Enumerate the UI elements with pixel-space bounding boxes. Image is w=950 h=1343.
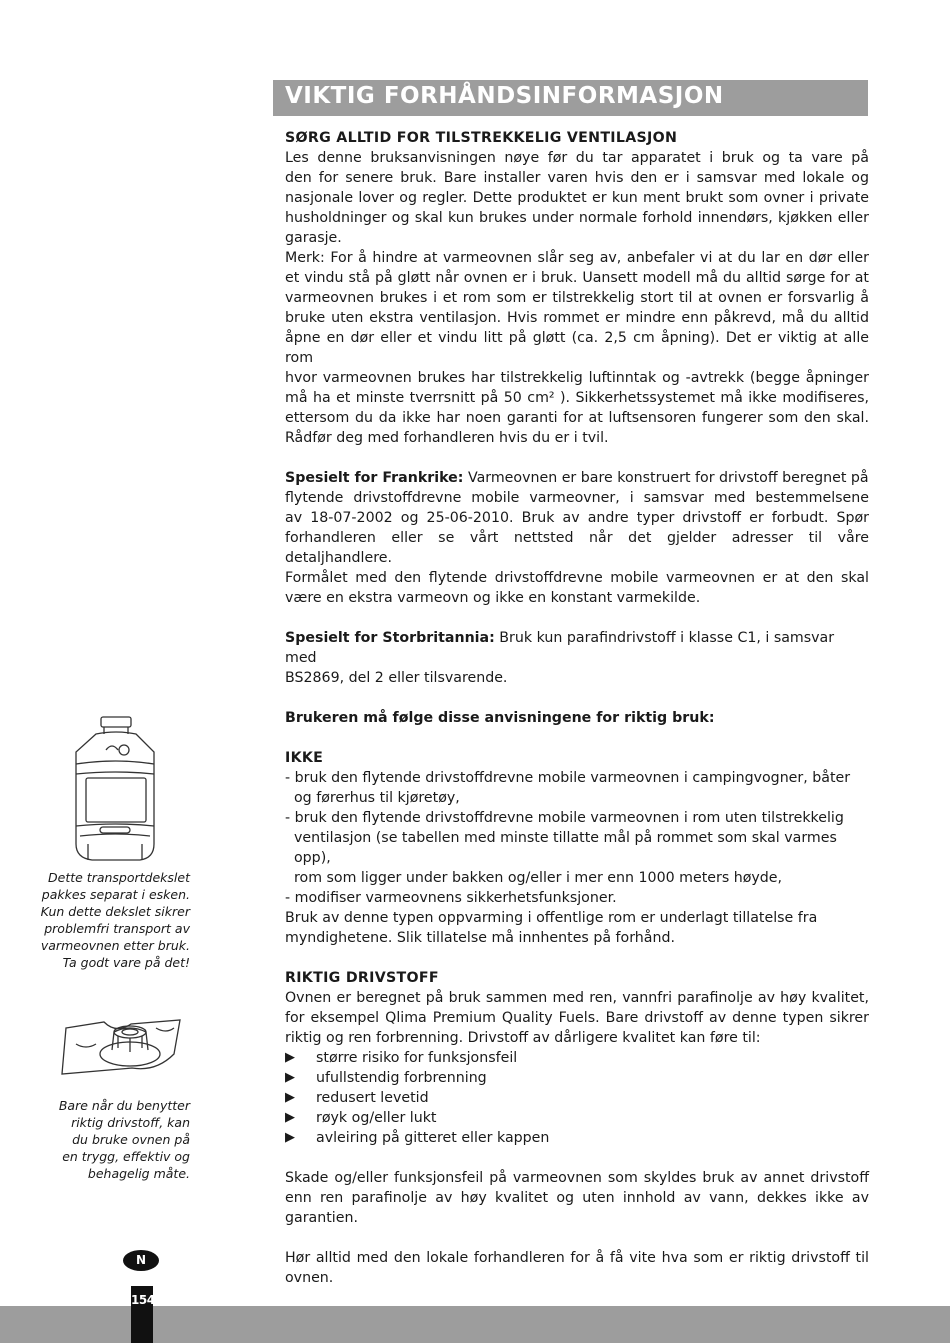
france-line: være en ekstra varmeovn og ikke en konstant varmekilde. xyxy=(285,590,701,606)
uk-label: Spesielt for Storbritannia: xyxy=(285,630,495,646)
ikke-line: - bruk den flytende drivstoffdrevne mobile varmeovnen i rom uten tilstrekkelig xyxy=(285,810,844,826)
note-line: Merk: For å hindre at varmeovnen slår seg av, anbefaler vi at du lar en dør eller xyxy=(285,250,869,266)
ikke-line: og førerhus til kjøretøy, xyxy=(294,790,460,806)
fuel-line: Ovnen er beregnet på bruk sammen med ren, vannfri parafinolje av høy kvalitet, xyxy=(285,990,869,1006)
ventilation-line: den for senere bruk. Bare installer varen hvis den er i samsvar med lokale og xyxy=(285,170,869,186)
ikke-line: rom som ligger under bakken og/eller i mer enn 1000 meters høyde, xyxy=(294,870,783,886)
ventilation-line: Les denne bruksanvisningen nøye før du tar apparatet i bruk og ta vare på xyxy=(285,150,869,166)
caption-correct-fuel: Bare når du benytter riktig drivstoff, kan du bruke ovnen på en trygg, effektiv og behagelig måte. xyxy=(58,1098,190,1181)
triangle-bullet-icon: ▶ xyxy=(285,1090,295,1105)
triangle-bullet-icon: ▶ xyxy=(285,1130,295,1145)
ikke-line: - bruk den flytende drivstoffdrevne mobile varmeovnen i campingvogner, båter xyxy=(285,770,851,786)
dealer-line: ovnen. xyxy=(285,1270,334,1286)
damage-line: garantien. xyxy=(285,1210,358,1226)
note-line: ettersom du da ikke har noen garanti for at luftsensoren fungerer som den skal. xyxy=(285,410,869,426)
triangle-bullet-icon: ▶ xyxy=(285,1110,295,1125)
ikke-heading: IKKE xyxy=(285,750,324,766)
ikke-line: - modifiser varmeovnens sikkerhetsfunksjoner. xyxy=(285,890,617,906)
fuel-line: riktig og ren forbrenning. Drivstoff av dårligere kvalitet kan føre til: xyxy=(285,1030,761,1046)
uk-first: Bruk kun parafindrivstoff i klasse C1, i samsvar med xyxy=(285,630,835,666)
dealer-line: Hør alltid med den lokale forhandleren for å få vite hva som er riktig drivstoff til xyxy=(285,1250,869,1266)
bullet-item: ▶ røyk og/eller lukt xyxy=(285,1110,437,1126)
france-paragraph xyxy=(285,468,869,488)
triangle-bullet-icon: ▶ xyxy=(285,1050,295,1065)
uk-line: BS2869, del 2 eller tilsvarende. xyxy=(285,670,508,686)
france-first: Varmeovnen er bare konstruert for drivstoff beregnet på xyxy=(463,470,869,486)
caption-transport-cover: Dette transportdekslet pakkes separat i esken. Kun dette dekslet sikrer problemfri transport av varmeovnen etter bruk. Ta godt vare på det! xyxy=(40,870,190,970)
bullet-item: ▶ ufullstendig forbrenning xyxy=(285,1070,487,1086)
damage-line: enn ren parafinolje av høy kvalitet og uten innhold av vann, dekkes ikke av xyxy=(285,1190,869,1206)
note-line: må ha et minste tverrsnitt på 50 cm² ). Sikkerhetssystemet må ikke modifiseres, xyxy=(285,390,869,406)
note-line: hvor varmeovnen brukes har tilstrekkelig luftinntak og -avtrekk (begge åpninger xyxy=(285,370,869,386)
bullet-item: ▶ større risiko for funksjonsfeil xyxy=(285,1050,518,1066)
page-number-tab xyxy=(131,1286,153,1343)
note-line: bruke uten ekstra ventilasjon. Hvis rommet er mindre enn påkrevd, må du alltid xyxy=(285,310,869,326)
main-content xyxy=(285,128,869,1288)
france-line: av 18-07-2002 og 25-06-2010. Bruk av andre typer drivstoff er forbudt. Spør xyxy=(285,510,869,526)
bullet-item: ▶ redusert levetid xyxy=(285,1090,429,1106)
note-line: varmeovnen brukes i et rom som er tilstrekkelig stort til at ovnen er forsvarlig å xyxy=(285,290,869,306)
page-title: VIKTIG FORHÅNDSINFORMASJON xyxy=(285,83,724,109)
ikke-after-line: Bruk av denne typen oppvarming i offentlige rom er underlagt tillatelse fra xyxy=(285,910,818,926)
fuel-heading: RIKTIG DRIVSTOFF xyxy=(285,970,439,986)
fuel-cap-illustration-icon xyxy=(56,1014,191,1076)
france-line: Formålet med den flytende drivstoffdrevne mobile varmeovnen er at den skal xyxy=(285,570,869,586)
triangle-bullet-icon: ▶ xyxy=(285,1070,295,1085)
uk-paragraph xyxy=(285,628,869,668)
note-line: Rådfør deg med forhandleren hvis du er i tvil. xyxy=(285,430,609,446)
ventilation-heading: SØRG ALLTID FOR TILSTREKKELIG VENTILASJON xyxy=(285,130,678,146)
ikke-line: ventilasjon (se tabellen med minste tillatte mål på rommet som skal varmes opp), xyxy=(294,830,837,866)
ikke-after-line: myndighetene. Slik tillatelse må innhentes på forhånd. xyxy=(285,930,675,946)
france-line: flytende drivstoffdrevne mobile varmeovner, i samsvar med bestemmelsene xyxy=(285,490,869,506)
france-label: Spesielt for Frankrike: xyxy=(285,470,464,486)
fuel-can-illustration-icon xyxy=(66,714,166,864)
note-line: et vindu stå på gløtt når ovnen er i bruk. Uansett modell må du alltid sørge for at xyxy=(285,270,869,286)
bullet-item: ▶ avleiring på gitteret eller kappen xyxy=(285,1130,550,1146)
france-line: forhandleren eller se vårt nettsted når det gjelder adresser til våre detaljhandlere. xyxy=(285,530,869,566)
page-number: 154 xyxy=(131,1293,155,1307)
ventilation-line: husholdninger og skal kun brukes under normale forhold innendørs, kjøkken eller xyxy=(285,210,869,226)
language-badge: N xyxy=(123,1250,159,1271)
section-header-bar xyxy=(273,80,868,116)
fuel-line: for eksempel Qlima Premium Quality Fuels. Bare drivstoff av denne typen sikrer xyxy=(285,1010,869,1026)
instructions-heading: Brukeren må følge disse anvisningene for riktig bruk: xyxy=(285,710,715,726)
damage-line: Skade og/eller funksjonsfeil på varmeovnen som skyldes bruk av annet drivstoff xyxy=(285,1170,869,1186)
ventilation-line: garasje. xyxy=(285,230,342,246)
note-line: åpne en dør eller et vindu litt på gløtt (ca. 2,5 cm åpning). Det er viktig at alle rom xyxy=(285,330,869,366)
ventilation-line: nasjonale lover og regler. Dette produktet er kun ment brukt som ovner i private xyxy=(285,190,869,206)
